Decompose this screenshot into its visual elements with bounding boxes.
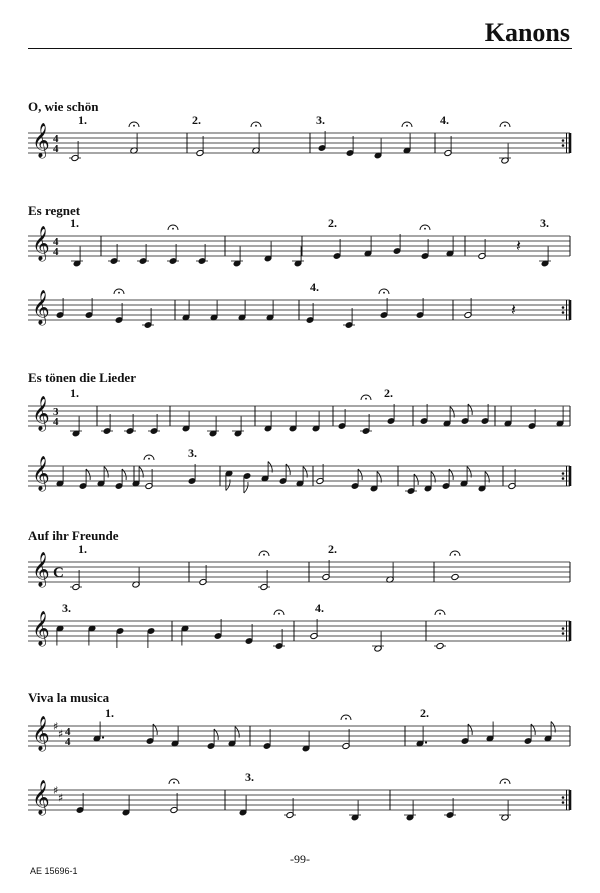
treble-clef-icon: 𝄞 — [32, 396, 50, 431]
note-flag — [244, 482, 248, 493]
fermata-dot — [148, 458, 150, 460]
fermata-dot — [133, 125, 135, 127]
repeat-dot — [562, 632, 565, 635]
time-signature-top: 4 — [65, 726, 71, 738]
entry-mark: 2. — [420, 706, 429, 720]
time-signature-top: 4 — [53, 236, 59, 248]
song-title-auf-ihr-freunde: Auf ihr Freunde — [28, 528, 119, 543]
repeat-dot — [562, 311, 565, 314]
repeat-dot — [562, 796, 565, 799]
entry-mark: 2. — [192, 113, 201, 127]
sharp-icon: ♯ — [58, 791, 64, 805]
fermata-dot — [439, 613, 441, 615]
treble-clef-icon: 𝄞 — [32, 290, 50, 325]
treble-clef-icon: 𝄞 — [32, 456, 50, 491]
repeat-dot — [562, 144, 565, 147]
repeat-dot — [562, 627, 565, 630]
fermata-dot — [365, 398, 367, 400]
song-title-viva-la-musica: Viva la musica — [28, 690, 110, 705]
song-title-es-toenen-die-lieder: Es tönen die Lieder — [28, 370, 136, 385]
quarter-rest-icon: 𝄽 — [511, 300, 516, 319]
treble-clef-icon: 𝄞 — [32, 226, 50, 261]
entry-mark: 1. — [70, 216, 79, 230]
sharp-icon: ♯ — [53, 784, 59, 797]
entry-mark: 1. — [70, 386, 79, 400]
entry-mark: 2. — [384, 386, 393, 400]
treble-clef-icon: 𝄞 — [32, 123, 50, 158]
common-time-icon: C — [53, 565, 64, 581]
fermata-dot — [118, 292, 120, 294]
entry-mark: 1. — [78, 113, 87, 127]
repeat-dot — [562, 306, 565, 309]
time-signature-bottom: 4 — [53, 416, 59, 428]
fermata-dot — [383, 292, 385, 294]
fermata-dot — [278, 613, 280, 615]
entry-mark: 3. — [188, 446, 197, 460]
entry-mark: 3. — [316, 113, 325, 127]
fermata-dot — [424, 228, 426, 230]
fermata-dot — [406, 125, 408, 127]
fermata-dot — [454, 554, 456, 556]
entry-mark: 1. — [105, 706, 114, 720]
song-title-es-regnet: Es regnet — [28, 203, 81, 218]
sharp-icon: ♯ — [53, 720, 59, 733]
treble-clef-icon: 𝄞 — [32, 552, 50, 587]
augmentation-dot — [425, 741, 427, 743]
note-head — [436, 642, 444, 649]
time-signature-bottom: 4 — [65, 736, 71, 748]
entry-mark: 4. — [315, 601, 324, 615]
repeat-dot — [562, 477, 565, 480]
fermata-dot — [173, 782, 175, 784]
time-signature-top: 4 — [53, 133, 59, 145]
fermata-dot — [172, 228, 174, 230]
fermata-dot — [345, 718, 347, 720]
entry-mark: 3. — [245, 770, 254, 784]
treble-clef-icon: 𝄞 — [32, 780, 50, 815]
entry-mark: 4. — [440, 113, 449, 127]
sharp-icon: ♯ — [58, 727, 64, 741]
entry-mark: 2. — [328, 216, 337, 230]
entry-mark: 3. — [540, 216, 549, 230]
treble-clef-icon: 𝄞 — [32, 716, 50, 751]
time-signature-bottom: 4 — [53, 143, 59, 155]
entry-mark: 4. — [310, 280, 319, 294]
entry-mark: 3. — [62, 601, 71, 615]
repeat-dot — [562, 801, 565, 804]
entry-mark: 2. — [328, 542, 337, 556]
augmentation-dot — [102, 736, 104, 738]
note-head — [451, 573, 459, 580]
page-number: -99- — [290, 852, 310, 866]
fermata-dot — [504, 125, 506, 127]
entry-mark: 1. — [78, 542, 87, 556]
edition-number: AE 15696-1 — [30, 866, 78, 876]
treble-clef-icon: 𝄞 — [32, 611, 50, 646]
song-title-o-wie-schoen: O, wie schön — [28, 99, 99, 114]
fermata-dot — [504, 782, 506, 784]
fermata-dot — [263, 554, 265, 556]
time-signature-top: 3 — [53, 406, 59, 418]
repeat-dot — [562, 139, 565, 142]
fermata-dot — [255, 125, 257, 127]
time-signature-bottom: 4 — [53, 246, 59, 258]
page-title: Kanons — [484, 18, 570, 47]
quarter-rest-icon: 𝄽 — [516, 236, 521, 255]
repeat-dot — [562, 472, 565, 475]
